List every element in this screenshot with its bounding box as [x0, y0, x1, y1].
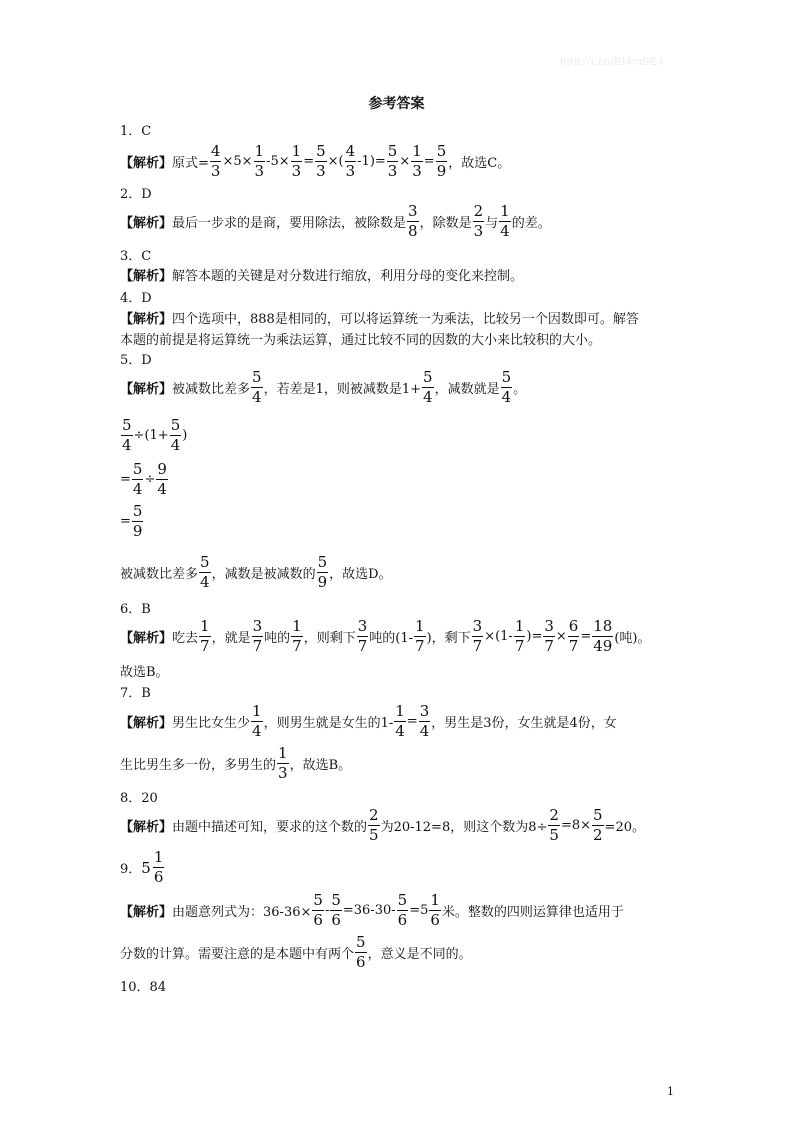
answer-8-explanation: 【解析】 由题中描述可知，要求的这个数的 $\frac{2}{5}$ 为20-12=8，则这个数为8÷ $\frac{2}{5}$ =8× $\frac{5}{2}$ =20。 — [120, 806, 645, 844]
answer-2-explanation: 【解析】 最后一步求的是商，要用除法，被除数是 $\frac{3}{8}$ ，除数是 $\frac{2}{3}$ 与 $\frac{1}{4}$ 的差。 — [120, 202, 551, 240]
answer-10-number: 10．84 — [120, 980, 167, 995]
fraction: $\frac{9}{4}$ — [157, 460, 167, 498]
answer-7-explanation-cont: 生比男生多一份，多男生的 $\frac{1}{3}$ ，故选B。 — [120, 744, 352, 782]
fraction: $\frac{1}{4}$ — [500, 202, 510, 240]
fraction: $\frac{2}{3}$ — [473, 202, 484, 240]
fraction: $\frac{5}{4}$ — [132, 460, 143, 498]
fraction: $\frac{2}{5}$ — [549, 806, 559, 844]
answer-9-explanation-cont: 分数的计算。需要注意的是本题中有两个 $\frac{5}{6}$ ，意义是不同的。 — [120, 933, 472, 971]
fraction: $\frac{3}{7}$ — [357, 617, 368, 655]
fraction: $\frac{5}{4}$ — [252, 368, 262, 406]
fraction: $\frac{1}{6}$ — [153, 848, 164, 886]
answer-5-calc-1: $\frac{5}{4}$ ÷(1+ $\frac{5}{4}$ ) — [122, 416, 188, 454]
fraction: $\frac{5}{9}$ — [132, 502, 143, 540]
fraction: $\frac{5}{3}$ — [316, 142, 326, 180]
fraction: $\frac{5}{4}$ — [501, 368, 512, 406]
answer-1-explanation: 【解析】 原式= $\frac{4}{3}$ ×5× $\frac{1}{3}$ -5× $\frac{1}{3}$ = $\frac{5}{3}$ ×( $\frac{4}{3}$ -1)= $\frac{5}{3}$ × $\frac{1}{3}$ = $\frac{5}{9}$ ，故选C。 — [120, 142, 511, 180]
answer-4-explanation-cont: 本题的前提是将运算统一为乘法运算，通过比较不同的因数的大小来比较积的大小。 — [120, 333, 602, 348]
fraction: $\frac{5}{4}$ — [122, 416, 132, 454]
fraction: $\frac{3}{7}$ — [472, 617, 483, 655]
page-title: 参考答案 — [368, 96, 425, 112]
fraction: $\frac{5}{9}$ — [436, 142, 447, 180]
answer-5-calc-2: = $\frac{5}{4}$ ÷ $\frac{9}{4}$ — [120, 460, 167, 498]
fraction: $\frac{1}{7}$ — [514, 617, 525, 655]
answer-9-number: 9． 5 $\frac{1}{6}$ — [120, 848, 164, 886]
fraction: $\frac{5}{6}$ — [313, 891, 323, 929]
watermark: http://t.cn/EI4mSE4 — [560, 56, 665, 68]
fraction: $\frac{5}{9}$ — [317, 553, 328, 591]
answer-4-number: 4．D — [120, 291, 152, 306]
fraction: $\frac{1}{3}$ — [278, 744, 288, 782]
fraction: $\frac{3}{4}$ — [419, 702, 430, 740]
fraction: $\frac{6}{7}$ — [568, 617, 579, 655]
fraction: $\frac{3}{7}$ — [252, 617, 263, 655]
answer-1-number: 1．C — [120, 124, 152, 139]
fraction: $\frac{1}{3}$ — [291, 142, 302, 180]
fraction: $\frac{18}{49}$ — [593, 617, 613, 655]
answer-2-number: 2．D — [120, 187, 152, 202]
fraction: $\frac{5}{6}$ — [356, 933, 366, 971]
answer-5-number: 5．D — [120, 353, 152, 368]
answer-3-explanation: 【解析】 解答本题的关键是对分数进行缩放，利用分母的变化来控制。 — [120, 269, 524, 284]
answer-6-explanation-cont: 故选B。 — [120, 665, 169, 680]
fraction: $\frac{4}{3}$ — [345, 142, 356, 180]
fraction: $\frac{3}{8}$ — [408, 202, 418, 240]
answer-9-explanation: 【解析】 由题意列式为：36-36× $\frac{5}{6}$ - $\frac{5}{6}$ =36-30- $\frac{5}{6}$ =5 $\frac{1}{6}$ 米。整数的四则运算律也适用于 — [120, 891, 624, 929]
fraction: $\frac{1}{4}$ — [252, 702, 262, 740]
fraction: $\frac{3}{7}$ — [544, 617, 554, 655]
answer-7-number: 7．B — [120, 686, 151, 701]
fraction: $\frac{1}{6}$ — [430, 891, 440, 929]
fraction: $\frac{1}{3}$ — [412, 142, 422, 180]
fraction: $\frac{1}{7}$ — [415, 617, 425, 655]
fraction: $\frac{2}{5}$ — [369, 806, 379, 844]
fraction: $\frac{1}{3}$ — [254, 142, 265, 180]
page-number: 1 — [667, 1085, 674, 1098]
fraction: $\frac{5}{4}$ — [423, 368, 433, 406]
fraction: $\frac{5}{4}$ — [200, 553, 210, 591]
answer-3-number: 3．C — [120, 249, 152, 264]
fraction: $\frac{5}{6}$ — [397, 891, 408, 929]
answer-8-number: 8．20 — [120, 791, 158, 806]
fraction: $\frac{5}{2}$ — [593, 806, 603, 844]
answer-5-explanation: 【解析】 被减数比差多 $\frac{5}{4}$ ，若差是1，则被减数是1+ $\frac{5}{4}$ ，减数就是 $\frac{5}{4}$ 。 — [120, 368, 527, 406]
fraction: $\frac{1}{7}$ — [200, 617, 210, 655]
answer-6-number: 6．B — [120, 602, 151, 617]
fraction: $\frac{4}{3}$ — [210, 142, 221, 180]
answer-5-calc-3: = $\frac{5}{9}$ — [120, 502, 143, 540]
answer-7-explanation: 【解析】 男生比女生少 $\frac{1}{4}$ ，则男生就是女生的1- $\frac{1}{4}$ = $\frac{3}{4}$ ，男生是3份，女生就是4份，女 — [120, 702, 617, 740]
answer-5-conclusion: 被减数比差多 $\frac{5}{4}$ ，减数是被减数的 $\frac{5}{9}$ ，故选D。 — [120, 553, 392, 591]
fraction: $\frac{5}{3}$ — [387, 142, 398, 180]
answer-4-explanation: 【解析】 四个选项中，888是相同的，可以将运算统一为乘法，比较另一个因数即可。解答 — [120, 312, 639, 327]
fraction: $\frac{1}{7}$ — [292, 617, 302, 655]
fraction: $\frac{1}{4}$ — [395, 702, 405, 740]
answer-6-explanation: 【解析】 吃去 $\frac{1}{7}$ ，就是 $\frac{3}{7}$ 吨的 $\frac{1}{7}$ ，则剩下 $\frac{3}{7}$ 吨的(1- $\frac{1}{7}$ )，剩下 $\frac{3}{7}$ ×(1- $\frac{1}{7}$ )= $\frac{3}{7}$ × $\frac{6}{7}$ = $\frac{18}{49}$ (吨)。 — [120, 617, 651, 655]
fraction: $\frac{5}{4}$ — [170, 416, 181, 454]
fraction: $\frac{5}{6}$ — [331, 891, 341, 929]
